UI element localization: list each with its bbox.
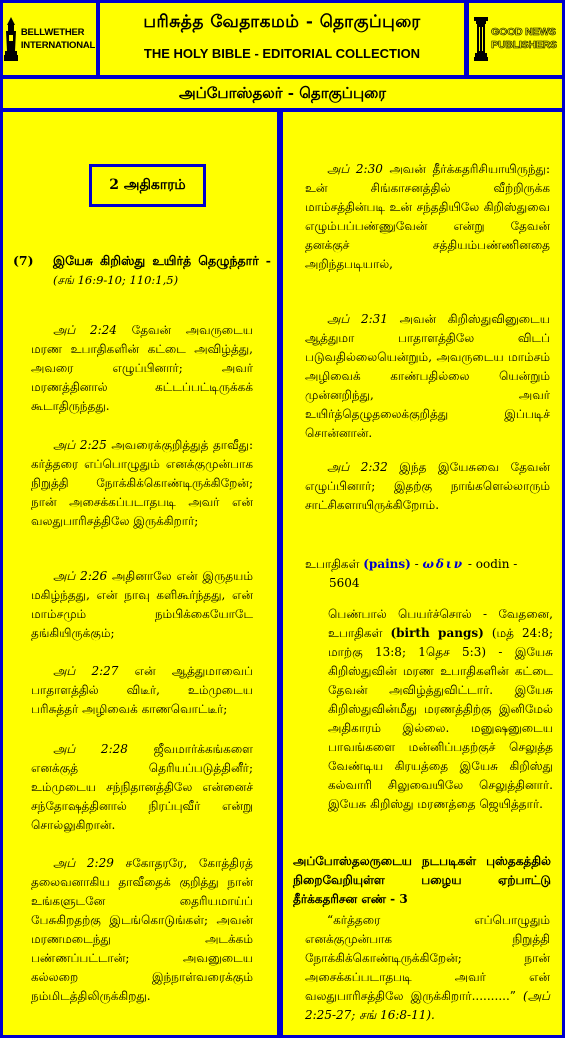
verse-text: இந்த இயேசுவை தேவன் எழுப்பினார்; இதற்கு நாங்களெல்லாரும் சாட்சிகளாயிருக்கிறோம். (305, 460, 550, 512)
verse-text: அதினாலே என் இருதயம் மகிழ்ந்தது, என் நாவு களிகூர்ந்தது, என் மாம்சமும் நம்பிக்கையோடே தங்கியிருக்கும்; (31, 569, 253, 640)
prophecy-heading: அப்போஸ்தலருடைய நடபடிகள் புஸ்தகத்தில் நிறைவேறியுள்ள பழைய ஏற்பாட்டு தீர்க்கதரிசன எண் - 3 (293, 854, 551, 906)
verse-ref: அப் 2:26 (53, 569, 108, 583)
good-news-logo-panel (469, 3, 562, 75)
verse-text: சகோதரரே, கோத்திரத் தலைவனாகிய தாவீதைக் குறித்து நான் உங்களுடனே தைரியமாய்ப் பேசுகிறதற்கு இடங்கொடுங்கள்; அவன் மரணமடைந்து அடக்கம் பண்ணப்பட்டான்; அவனுடைய கல்லறை இந்நாள்வரைக்கும் நம்மிடத்திலிருக்கிறது. (31, 856, 253, 1003)
page-header (100, 3, 464, 75)
verse-paragraph (31, 740, 253, 835)
verse-ref: அப் 2:24 (53, 323, 117, 337)
verse-paragraph (305, 310, 550, 443)
section-number: (7) (13, 253, 34, 268)
verse-text: அவன் தீர்க்கதரிசியாயிருந்து: உன் சிங்காசனத்தில் வீற்றிருக்க மாம்சத்தின்படி உன் சந்ததியிலே கிறிஸ்துவை எழும்பப்பண்ணுவேன் என்று தேவன் தனக்குச் சத்தியம்பண்ணினதை அறிந்தபடியால், (305, 162, 550, 271)
verse-ref: அப் 2:28 (53, 742, 128, 756)
verse-ref: அப் 2:27 (53, 664, 119, 678)
word-study-heading: உபாதிகள் (pains) - ωδιν - oodin - 5604 (305, 555, 553, 593)
chapter-label: 2 அதிகாரம் (89, 164, 206, 207)
word-study-body (328, 605, 553, 814)
verse-text: என் ஆத்துமாவைப் பாதாளத்தில் விடீர், உம்முடைய பரிசுத்தர் அழிவைக் காணவொட்டீர்; (31, 664, 253, 716)
section-heading (13, 251, 271, 290)
prophecy-refs: (அப் 2:25-27; சங் 16:8-11). (305, 989, 550, 1022)
word-intro: பெண்பால் பெயர்ச்சொல் - வேதனை, உபாதிகள் (328, 607, 553, 640)
verse-ref: அப் 2:30 (327, 162, 383, 176)
verse-paragraph (31, 662, 253, 719)
strongs-number: 5604 (329, 576, 360, 590)
verse-paragraph (305, 160, 550, 274)
page-title-english: THE HOLY BIBLE - EDITORIAL COLLECTION (143, 46, 421, 61)
section-subheader (3, 79, 562, 108)
bellwether-logo-text: BELLWETHER INTERNATIONAL (20, 27, 96, 51)
subheader-title: அப்போஸ்தலர் - தொகுப்புரை (178, 84, 387, 102)
section-title: இயேசு கிறிஸ்து உயிர்த் தெழுந்தார் - (53, 253, 271, 268)
section-refs: (சங் 16:9-10; 110:1,5) (53, 273, 179, 287)
verse-text: அவன் கிறிஸ்துவினுடைய ஆத்துமா பாதாளத்திலே விடப் படுவதில்லையென்றும், அவருடைய மாம்சம் அழிவைக் காண்பதில்லை யென்றும் முன்னறிந்து, அவர் உயிர்த்தெழுதலைக்குறித்து இப்படிச் சொன்னான். (305, 312, 550, 440)
verse-paragraph (31, 567, 253, 643)
verse-ref: அப் 2:31 (327, 312, 388, 326)
word-tamil: உபாதிகள் (305, 557, 360, 571)
verse-ref: அப் 2:25 (53, 438, 107, 452)
verse-ref: அப் 2:29 (53, 856, 114, 870)
pillar-icon (474, 17, 488, 61)
verse-paragraph (305, 458, 550, 515)
verse-ref: அப் 2:32 (327, 460, 388, 474)
right-column (283, 112, 562, 1035)
verse-text: ஜீவமார்க்கங்களை எனக்குத் தெரியப்படுத்தினீர்; உம்முடைய சந்நிதானத்திலே என்னைச் சந்தோஷத்தினால் நிரப்புவீர் என்று சொல்லுகிறான். (31, 742, 253, 832)
verse-paragraph (31, 321, 253, 416)
word-english: (pains) (363, 557, 411, 571)
page-title-tamil: பரிசுத்த வேதாகமம் - தொகுப்புரை (143, 12, 421, 32)
word-greek: ωδιν (422, 557, 465, 571)
bell-tower-icon (4, 17, 18, 61)
verse-text: அவரைக்குறித்துத் தாவீது: கர்த்தரை எப்பொழுதும் எனக்குமுன்பாக நிறுத்தி நோக்கிக்கொண்டிருக்கிறேன்; நான் அசைக்கப்படாதபடி அவர் என் வலதுபாரிசத்திலே இருக்கிறார்; (31, 438, 253, 528)
word-explanation: (மத் 24:8; மாற்கு 13:8; 1தெச 5:3) - இயேசு கிறிஸ்துவின் மரண உபாதிகளின் கட்டை தேவன் அவிழ்த்துவிட்டார். இயேசு கிறிஸ்துவின்மீது மரணத்திற்கு இனிமேல் அதிகாரம் இல்லை. மனுஷனுடைய பாவங்களை மன்னிப்பதற்குச் செலுத்த வேண்டிய கிரயத்தை இயேசு கிறிஸ்து கல்வாரி சிலுவையிலே செலுத்தினார். இயேசு கிறிஸ்து மரணத்தை ஜெயித்தார். (328, 626, 553, 811)
verse-paragraph (31, 436, 253, 531)
prophecy-quote: “கர்த்தரை எப்பொழுதும் எனக்குமுன்பாக நிறுத்தி நோக்கிக்கொண்டிருக்கிறேன்; நான் அசைக்கப்படாதபடி அவர் என் வலதுபாரிசத்திலே இருக்கிறார்..........” (305, 913, 550, 1003)
word-english-2: (birth pangs) (390, 626, 484, 640)
bellwether-logo-panel (3, 3, 96, 75)
left-column (3, 112, 277, 1035)
good-news-logo-text: GOOD NEWS PUBLISHERS (491, 26, 557, 51)
verse-text: தேவன் அவருடைய மரண உபாதிகளின் கட்டை அவிழ்த்து, அவரை எழுப்பினார்; அவர் மரணத்தினால் கட்டப்பட்டிருக்கக் கூடாதிருந்தது. (31, 323, 253, 413)
verse-paragraph (31, 854, 253, 1006)
word-translit: - oodin - (467, 557, 518, 571)
prophecy-body (305, 911, 550, 1025)
